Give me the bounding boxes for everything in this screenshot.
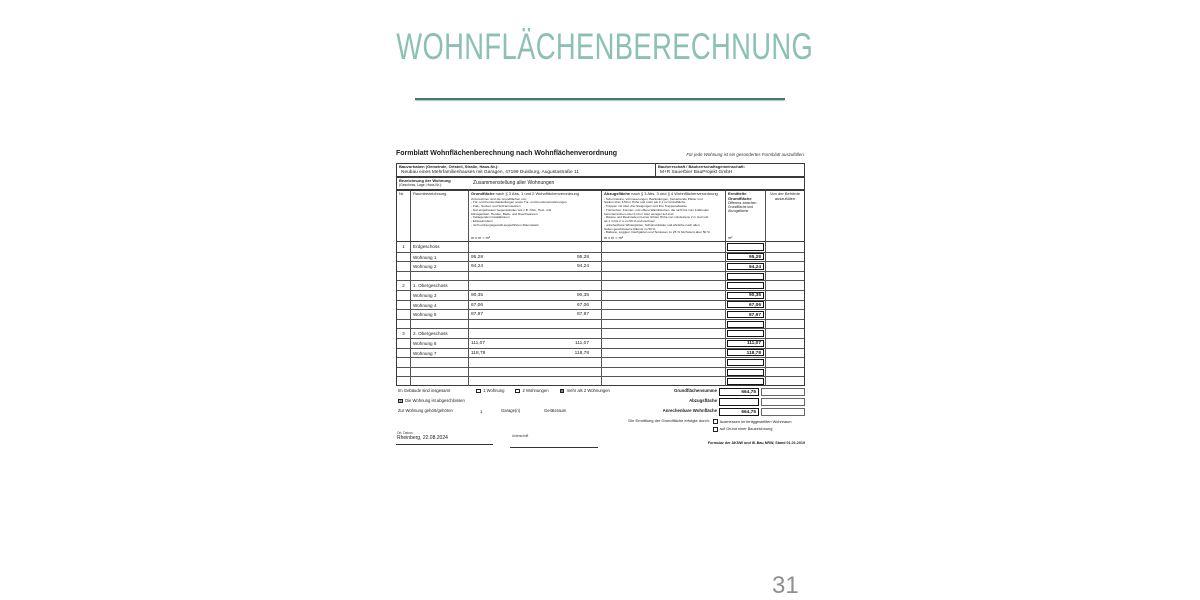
- header-grundflaeche: [468, 191, 601, 241]
- title-area: [5, 26, 1200, 68]
- table-row: [397, 261, 804, 271]
- cell-abzugsflaeche: [601, 320, 725, 329]
- page-number: 31: [772, 572, 799, 599]
- gehoert-label: Zur Wohnung gehört/gehören: [398, 408, 453, 413]
- cell-raumbezeichnung: Wohnung 3: [410, 291, 468, 300]
- header-abzugsflaeche: [601, 191, 725, 241]
- grundflaeche-sum-value: 95,28: [576, 254, 589, 260]
- table-row: [397, 309, 804, 319]
- cell-abzugsflaeche: [601, 349, 725, 358]
- cell-behoerde: [765, 242, 804, 252]
- cell-abzugsflaeche: [601, 310, 725, 319]
- checkbox-option-label: auf Grund einer Bauzeichnung: [719, 426, 773, 431]
- grundflaeche-unit: m x m = m²: [471, 235, 491, 240]
- gebaeude-label: Im Gebäude sind insgesamt: [398, 388, 451, 393]
- note-line: - Türnischen, Fenster- und offene Wandnischen, die nicht bis zum Fußboden: [604, 207, 710, 212]
- table-row: [397, 376, 804, 386]
- form-note: Für jede Wohnung ist ein gesondertes Formblatt auszufüllen.: [686, 152, 805, 157]
- cell-grundflaeche: [468, 301, 601, 310]
- cell-abzugsflaeche: [601, 377, 725, 386]
- ort-datum-label: Ort, Datum: [397, 431, 413, 435]
- cell-nr: [397, 301, 410, 310]
- cell-ermittelte: [725, 329, 765, 338]
- cell-grundflaeche: [468, 242, 601, 252]
- ermittelte-value-box: [727, 273, 764, 280]
- behoerde-label: Von der Behörde auszufüllen: [769, 191, 801, 201]
- cell-nr: 1: [402, 244, 405, 249]
- grundflaechensumme-label: Grundflächensumme: [674, 388, 717, 394]
- grundflaeche-value: 94,24: [471, 264, 484, 270]
- ermittelte-title-bold: Ermittelte Grundfläche: [728, 191, 752, 201]
- grundflaeche-value: 118,78: [471, 350, 486, 356]
- cell-nr: 2: [402, 283, 405, 289]
- ermittelte-value-box: 94,24: [727, 263, 764, 270]
- cell-grundflaeche: [468, 377, 601, 386]
- checkbox-option-label: 1 Wohnung: [483, 387, 505, 393]
- bauherrschaft-value: M+R Sauerbier BauProjekt GmbH: [660, 170, 733, 176]
- table-row: [397, 328, 804, 338]
- cell-grundflaeche: [468, 329, 601, 338]
- ermittelte-value-box: 111,07: [727, 340, 764, 347]
- grundflaeche-sum-value: 111,07: [575, 340, 589, 346]
- table-row: [397, 242, 804, 252]
- cell-grundflaeche: [468, 262, 601, 271]
- abzugsflaeche-title-rest: nach § 3 Abs. 3 und § 4 Wohnflächenverordnung: [630, 191, 718, 196]
- cell-behoerde: [765, 272, 804, 281]
- form-title: Formblatt Wohnflächenberechnung nach Wohnflächenverordnung: [396, 150, 618, 157]
- table-row: [397, 290, 804, 300]
- ermittelte-value-box: [727, 369, 764, 376]
- form-header: [396, 150, 805, 163]
- table-row: [397, 252, 804, 262]
- note-line: Klimageräten, Herden, Bade- und Duschwannen: [471, 211, 538, 216]
- grundflaeche-sum-value: 118,78: [574, 350, 589, 356]
- cell-raumbezeichnung: Wohnung 4: [410, 301, 468, 310]
- cell-abzugsflaeche: [601, 339, 725, 348]
- ermittelte-title: [728, 192, 763, 201]
- bezeichnung-value-cell: [471, 178, 804, 189]
- cell-behoerde: [765, 368, 804, 377]
- ort-datum-signature-line: [396, 444, 493, 445]
- garage-count: 1: [480, 409, 483, 414]
- cell-nr: [397, 253, 410, 262]
- ermittlung-label: Die Ermittlung der Grundfläche erfolgte durch:: [628, 418, 710, 423]
- grundflaechensumme-behoerde-cell: [761, 388, 805, 397]
- signature-section: [396, 431, 805, 452]
- cell-behoerde: [765, 301, 804, 310]
- summary-row-abgeschlossen: [396, 397, 805, 407]
- bezeichnung-label: Bezeichnung der Wohnung: [399, 178, 451, 183]
- cell-ermittelte: [725, 291, 765, 300]
- cell-ermittelte: [725, 281, 765, 290]
- cell-ermittelte: [725, 272, 765, 281]
- wohnflaeche-value-box: 664,75: [719, 408, 759, 416]
- wohnflaechenberechnung-form: [396, 150, 805, 452]
- cell-ermittelte: [725, 253, 765, 262]
- table-header: [397, 191, 804, 242]
- ermittelte-value-box: 90,35: [727, 292, 764, 299]
- checkbox-checked-icon: [560, 389, 565, 394]
- cell-grundflaeche: [468, 320, 601, 329]
- abzugsflaeche-unit: m x m = m²: [604, 235, 624, 240]
- cell-behoerde: [765, 310, 804, 319]
- ermittelte-value-box: [727, 359, 764, 366]
- table-row: [397, 271, 804, 281]
- cell-grundflaeche: [468, 339, 601, 348]
- grundflaechensumme-value-box: 664,75: [719, 388, 759, 396]
- grundflaeche-title-bold: Grundfläche: [471, 191, 495, 196]
- header-ermittelte-grundflaeche: [725, 191, 765, 241]
- cell-nr: [397, 349, 410, 358]
- note-line: ab 1 m bis 2 m zu 50 % anzurechnen: [604, 219, 656, 224]
- abzugsflaeche-total-label: Abzugsfläche: [689, 398, 717, 404]
- note-line: - Einbaumöbeln: [471, 219, 493, 224]
- title-divider: [415, 98, 785, 100]
- cell-behoerde: [765, 291, 804, 300]
- cell-nr: [397, 310, 410, 319]
- cell-nr: [397, 291, 410, 300]
- geraeteraum-label: Geräteraum: [544, 408, 567, 413]
- table-row: [397, 300, 804, 310]
- note-line: - Treppen mit über drei Steigungen und ihre Treppenabsätze: [604, 204, 687, 209]
- note-line: Anzurechnen sind die Grundflächen von:: [471, 196, 527, 201]
- grundflaeche-value: 111,07: [471, 340, 485, 346]
- garage-label: Garage(n): [501, 408, 521, 413]
- cell-ermittelte: [725, 368, 765, 377]
- ermittelte-value-box: 67,06: [727, 301, 764, 308]
- note-line: - Schornsteine, Vormauerungen, Bekleidungen, freistehende Pfeiler und: [604, 196, 703, 201]
- cell-raumbezeichnung: Wohnung 5: [410, 310, 468, 319]
- checkbox-icon: [713, 419, 718, 424]
- cell-abzugsflaeche: [601, 329, 725, 338]
- cell-ermittelte: [725, 349, 765, 358]
- cell-behoerde: [765, 320, 804, 329]
- cell-raumbezeichnung: [410, 377, 468, 386]
- cell-nr: [397, 377, 410, 386]
- cell-raumbezeichnung: Wohnung 6: [410, 339, 468, 348]
- bezeichnung-sublabel: (Geschoss, Lage, Haus-Nr.):: [399, 182, 442, 187]
- project-info-row: [396, 163, 805, 177]
- cell-behoerde: [765, 262, 804, 271]
- cell-abzugsflaeche: [601, 242, 725, 252]
- cell-raumbezeichnung: [410, 358, 468, 367]
- grundflaeche-value: 67,06: [471, 302, 484, 308]
- cell-abzugsflaeche: [601, 253, 725, 262]
- abzugsflaeche-notes: [604, 198, 723, 236]
- ermittelte-sub: Differenz zwischen Grundfläche und Abzugsfläche: [728, 201, 757, 213]
- checkbox-option-label: mehr als 2 Wohnungen: [566, 387, 610, 393]
- cell-grundflaeche: [468, 358, 601, 367]
- cell-grundflaeche: [468, 281, 601, 290]
- cell-abzugsflaeche: [601, 262, 725, 271]
- cell-nr: [397, 358, 410, 367]
- note-line: - Fuß-, Sockel- und Schrammleisten: [471, 204, 521, 209]
- table-row: [397, 338, 804, 348]
- cell-behoerde: [765, 358, 804, 367]
- ermittelte-unit: m²: [728, 235, 733, 240]
- ermittelte-value-box: [727, 321, 764, 328]
- cell-nr: [397, 262, 410, 271]
- cell-grundflaeche: [468, 349, 601, 358]
- cell-behoerde: [765, 339, 804, 348]
- abzugsflaeche-title-bold: Abzugsfläche: [604, 191, 631, 196]
- header-raumbezeichnung: [410, 191, 468, 241]
- checkbox-option: [515, 389, 548, 394]
- checkbox-option-label: 2 Wohnungen: [522, 387, 549, 393]
- cell-ermittelte: [725, 320, 765, 329]
- ermittelte-value-box: 95,28: [727, 253, 764, 260]
- grundflaeche-sum-value: 87,97: [576, 312, 589, 318]
- wohnungen-options: [476, 389, 621, 394]
- cell-ermittelte: [725, 377, 765, 386]
- cell-raumbezeichnung: [410, 368, 468, 377]
- cell-nr: [397, 368, 410, 377]
- abgeschlossen-checkbox: [398, 399, 403, 404]
- page-title: WOHNFLÄCHENBERECHNUNG: [396, 26, 814, 67]
- note-line: - nicht ordnungsgemäß ausgeführten Raumteilern: [471, 222, 540, 227]
- cell-raumbezeichnung: Wohnung 2: [410, 262, 468, 271]
- grundflaeche-sum-value: 94,24: [576, 264, 589, 270]
- ermittelte-value-box: [727, 282, 764, 289]
- header-behoerde: [765, 191, 804, 241]
- bauherrschaft-label: Bauherrschaft / Bauherrschaftsgemeinschaft:: [658, 164, 745, 169]
- grundflaeche-sum-value: 90,35: [576, 292, 589, 298]
- bezeichnung-value: Zusammenstellung aller Wohnungen: [473, 179, 555, 186]
- wohnung-bezeichnung-row: [396, 177, 805, 190]
- cell-abzugsflaeche: [601, 368, 725, 377]
- cell-ermittelte: [725, 242, 765, 252]
- cell-abzugsflaeche: [601, 281, 725, 290]
- checkbox-icon: [515, 389, 520, 394]
- table-row: [397, 348, 804, 358]
- ermittelte-value-box: [727, 243, 764, 251]
- ort-datum-value: Rheinberg, 22.08.2024: [397, 435, 448, 441]
- note-line: - Tür- und Fensterbekleidungen sowie Tür- und Fensterumrahmungen: [471, 200, 567, 205]
- table-row: [397, 367, 804, 377]
- note-line: - Balkone, Loggien, Dachgärten und Terrassen zu 25 % höchstens aber 50 %: [604, 230, 710, 235]
- cell-raumbezeichnung: [410, 320, 468, 329]
- checkbox-option: [476, 389, 504, 394]
- cell-ermittelte: [725, 262, 765, 271]
- table-row: [397, 280, 804, 290]
- cell-ermittelte: [725, 301, 765, 310]
- cell-ermittelte: [725, 358, 765, 367]
- cell-behoerde: [765, 253, 804, 262]
- cell-raumbezeichnung: Wohnung 1: [410, 253, 468, 262]
- note-line: - freiliegenden Installationen: [471, 215, 510, 220]
- ermittelte-value-box: [727, 330, 764, 337]
- wohnflaeche-behoerde-cell: [761, 408, 805, 417]
- bauvorhaben-value: Neubau eines Mehrfamilienhauses mit Garagen, 47199 Duisburg, Augustastraße 11: [401, 170, 580, 176]
- table-row: [397, 319, 804, 329]
- cell-nr: [397, 272, 410, 281]
- form-footer: Formular der AKNW und IK-Bau NRW, Stand 01.01.2019: [707, 441, 805, 445]
- note-line: Seiten geschlossene Räume zu 50 %: [604, 226, 656, 231]
- bauvorhaben-label: Bauvorhaben (Gemeinde, Ortsteil, Straße, Haus-Nr.):: [399, 164, 499, 169]
- cell-behoerde: [765, 281, 804, 290]
- abzugsflaeche-behoerde-cell: [761, 398, 805, 407]
- checkbox-option-label: Ausmessen im fertiggestellten Wohnraum: [719, 418, 792, 424]
- abzugsflaeche-value-box: [719, 398, 759, 406]
- grundflaeche-value: 90,35: [471, 292, 484, 298]
- abzugsflaeche-title: [604, 192, 723, 197]
- cell-ermittelte: [725, 339, 765, 348]
- cell-grundflaeche: [468, 272, 601, 281]
- note-line: - Räume und Raumteile mit einer lichten Höhe von mindestens 2 m sind voll,: [604, 215, 709, 220]
- bauherrschaft-cell: [656, 164, 804, 176]
- cell-abzugsflaeche: [601, 358, 725, 367]
- unterschrift-label: Unterschrift: [512, 434, 529, 438]
- header-raum-label: Raumbezeichnung: [413, 191, 447, 196]
- header-nr: [397, 191, 410, 241]
- bauvorhaben-cell: [397, 164, 656, 176]
- cell-abzugsflaeche: [601, 291, 725, 300]
- cell-grundflaeche: [468, 368, 601, 377]
- header-nr-label: Nr.: [399, 191, 405, 196]
- calculation-table: [396, 190, 805, 386]
- cell-behoerde: [765, 329, 804, 338]
- note-line: - fest eingebauten Gegenständen wie z.B. Öfen, Heiz- und: [471, 207, 552, 212]
- grundflaeche-value: 95,28: [471, 254, 484, 260]
- abgeschlossen-label: Die Wohnung ist abgeschlossen: [405, 397, 465, 403]
- summary-row-gehoert: [396, 407, 805, 417]
- unterschrift-signature-line: [510, 447, 598, 448]
- cell-abzugsflaeche: [601, 272, 725, 281]
- summary-row-gebaeude: [396, 387, 805, 397]
- grundflaeche-title-rest: nach § 3 Abs. 1 und 2 Wohnflächenverordnung: [494, 191, 579, 196]
- abgeschlossen-option: [398, 399, 465, 404]
- wohnflaeche-total-label: Anrechenbare Wohnfläche: [662, 408, 717, 414]
- checkbox-option: [560, 389, 610, 394]
- cell-grundflaeche: [468, 253, 601, 262]
- cell-raumbezeichnung: 1. Obergeschoss: [410, 281, 468, 290]
- table-row: [397, 357, 804, 367]
- note-line: - unbeheizbare Wintergärten, Schwimmbäder und ähnliche nach allen: [604, 222, 700, 227]
- cell-raumbezeichnung: Wohnung 7: [410, 349, 468, 358]
- summary-section: [396, 387, 805, 418]
- cell-abzugsflaeche: [601, 301, 725, 310]
- cell-nr: [397, 339, 410, 348]
- grundflaeche-title: [471, 192, 599, 197]
- grundflaeche-value: 87,97: [471, 312, 484, 318]
- cell-grundflaeche: [468, 310, 601, 319]
- ermittelte-value-box: 87,97: [727, 311, 764, 318]
- checkbox-option: [713, 418, 792, 426]
- cell-raumbezeichnung: Erdgeschoss: [410, 242, 468, 252]
- note-line: herunterreichen oder 0,13 m oder weniger tief sind: [604, 211, 674, 216]
- cell-grundflaeche: [468, 291, 601, 300]
- cell-raumbezeichnung: [410, 272, 468, 281]
- cell-nr: 3: [402, 331, 405, 337]
- cell-nr: [397, 320, 410, 329]
- note-line: Säulen über 1,50 m Höhe und mehr als 0,1 m² Grundfläche: [604, 200, 686, 205]
- grundflaeche-notes: [471, 198, 599, 228]
- checkbox-icon: [476, 389, 481, 394]
- cell-ermittelte: [725, 310, 765, 319]
- ermittelte-value-box: [727, 378, 764, 385]
- bezeichnung-label-cell: [397, 178, 471, 189]
- cell-raumbezeichnung: 2. Obergeschoss: [410, 329, 468, 338]
- cell-behoerde: [765, 377, 804, 386]
- cell-behoerde: [765, 349, 804, 358]
- ermittelte-value-box: 118,78: [727, 349, 764, 356]
- grundflaeche-sum-value: 67,06: [576, 302, 589, 308]
- table-body: [397, 242, 804, 386]
